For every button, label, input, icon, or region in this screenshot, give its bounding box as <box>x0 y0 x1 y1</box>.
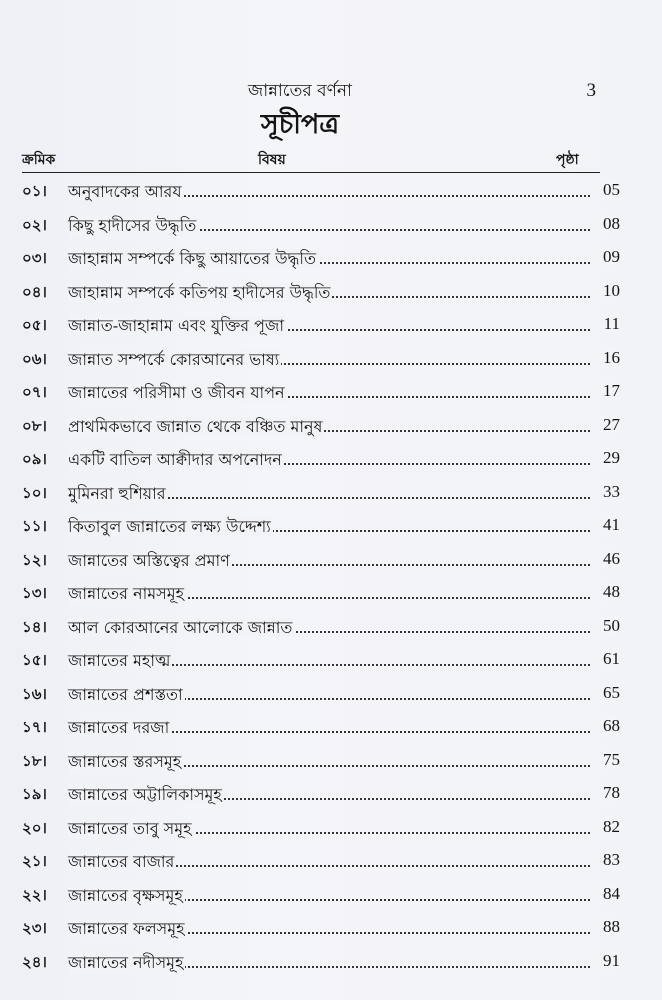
toc-row <box>0 412 662 446</box>
toc-row-title-wrap <box>68 380 287 407</box>
toc-row-title: একটি বাতিল আক্বীদার অপনোদন <box>68 450 282 469</box>
toc-row-title: জান্নাতের বাজার <box>68 852 175 871</box>
toc-row-title-wrap <box>68 246 318 273</box>
toc-row-page: 29 <box>603 448 620 467</box>
toc-row-title-wrap <box>68 749 183 776</box>
toc-row-page: 68 <box>603 716 620 735</box>
toc-row-number: ২১। <box>22 852 47 870</box>
toc-row-page: 08 <box>603 213 620 233</box>
toc-row-page: 33 <box>603 481 620 501</box>
toc-row-title: কিতাবুল জান্নাতের লক্ষ্য উদ্দেশ্য <box>68 517 271 536</box>
toc-list <box>0 177 662 981</box>
toc-row-number: ১৬। <box>22 684 47 703</box>
toc-row-title: জান্নাতের অস্তিত্বের প্রমাণ <box>68 550 230 570</box>
toc-row-number: ০৯। <box>22 450 47 468</box>
toc-row <box>0 278 662 312</box>
toc-row <box>0 512 662 546</box>
toc-row <box>0 948 662 982</box>
toc-row-number: ২৩। <box>22 919 47 937</box>
toc-heading: সূচীপত্র <box>260 109 340 140</box>
column-header-subject: বিষয় <box>258 152 286 168</box>
toc-row <box>0 814 662 848</box>
toc-row <box>0 579 662 613</box>
toc-row-number: ০৭। <box>22 383 47 401</box>
toc-row <box>0 914 662 948</box>
toc-row-title-wrap <box>68 715 171 742</box>
toc-row-number: ০৮। <box>22 416 47 435</box>
toc-row-title-wrap <box>68 414 324 441</box>
toc-row-page: 82 <box>603 816 620 836</box>
toc-row-title-wrap <box>68 682 185 709</box>
toc-row <box>0 345 662 379</box>
toc-row-title-wrap <box>68 280 332 307</box>
toc-row-title-wrap <box>68 849 176 876</box>
toc-row-page: 46 <box>603 548 620 568</box>
toc-row-title-wrap <box>68 648 172 675</box>
toc-row-page: 91 <box>603 950 620 970</box>
toc-row-number: ১৩। <box>22 584 47 602</box>
toc-row-page: 48 <box>603 582 620 601</box>
toc-row <box>0 244 662 278</box>
running-title: জান্নাতের বর্ণনা <box>248 81 352 101</box>
toc-row-title-wrap <box>68 447 284 474</box>
toc-row <box>0 646 662 680</box>
toc-row <box>0 546 662 580</box>
toc-row-title: জাহান্নাম সম্পর্কে কতিপয় হাদীসের উদ্ধৃতি <box>68 282 331 302</box>
toc-row-title-wrap <box>68 514 273 541</box>
toc-row-title: প্রাথমিকভাবে জান্নাত থেকে বঞ্চিত মানুষ <box>68 416 323 436</box>
toc-row-title: জান্নাতের দরজা <box>68 718 170 737</box>
toc-row-title-wrap <box>68 950 185 977</box>
toc-row-title-wrap <box>68 581 186 608</box>
toc-row-page: 50 <box>603 615 620 635</box>
toc-row-number: ১২। <box>22 550 47 569</box>
toc-row-title-wrap <box>68 213 198 240</box>
toc-row-title: জান্নাতের ফলসমূহ <box>68 919 185 938</box>
toc-row-title: জান্নাতের স্তরসমূহ <box>68 751 182 771</box>
toc-row-title: আল কোরআনের আলোকে জান্নাত <box>68 617 293 637</box>
column-header-page: পৃষ্ঠা <box>556 152 579 168</box>
header-rule <box>22 172 600 173</box>
toc-row <box>0 713 662 747</box>
toc-row-title: জান্নাতের নামসমূহ <box>68 584 184 603</box>
toc-row-page: 09 <box>603 247 620 266</box>
toc-row <box>0 445 662 479</box>
toc-row-title: জাহান্নাম সম্পর্কে কিছু আয়াতের উদ্ধৃতি <box>68 249 316 268</box>
toc-row-number: ২০। <box>22 818 47 837</box>
toc-row-number: ১১। <box>22 517 47 535</box>
toc-row-title: জান্নাতের বৃক্ষসমূহ <box>68 885 183 905</box>
toc-row-number: ০৪। <box>22 282 47 301</box>
toc-row-page: 83 <box>603 850 620 869</box>
toc-row-page: 17 <box>603 381 620 400</box>
toc-row-page: 88 <box>603 917 620 936</box>
toc-row-page: 05 <box>603 180 620 199</box>
toc-row <box>0 680 662 714</box>
toc-row-title-wrap <box>68 816 194 843</box>
toc-row-title: জান্নাত-জাহান্নাম এবং যুক্তির পূজা <box>68 316 284 335</box>
toc-row-title-wrap <box>68 179 184 206</box>
toc-row-title-wrap <box>68 615 294 642</box>
toc-row-page: 65 <box>603 682 620 702</box>
column-header-serial: ক্রমিক <box>22 152 56 168</box>
toc-row-page: 84 <box>603 883 620 903</box>
toc-row-number: ১০। <box>22 483 47 502</box>
toc-row-title-wrap <box>68 548 232 575</box>
toc-row-number: ২২। <box>22 885 47 904</box>
toc-row-title-wrap <box>68 916 187 943</box>
toc-row <box>0 378 662 412</box>
toc-row-page: 16 <box>603 347 620 367</box>
toc-row <box>0 211 662 245</box>
toc-row-title: জান্নাতের পরিসীমা ও জীবন যাপন <box>68 383 285 402</box>
toc-row-number: ০৫। <box>22 316 47 334</box>
toc-row-page: 10 <box>603 280 620 300</box>
toc-row-title: জান্নাতের তাবু সমূহ <box>68 818 192 838</box>
toc-row-title: জান্নাতের প্রশস্ততা <box>68 684 183 704</box>
toc-row-number: ২৪। <box>22 952 47 971</box>
toc-row <box>0 311 662 345</box>
toc-row-title-wrap <box>68 481 168 508</box>
toc-row-number: ০১। <box>22 182 47 200</box>
toc-row <box>0 613 662 647</box>
toc-row-number: ১৫। <box>22 651 47 669</box>
toc-row-page: 11 <box>603 314 620 333</box>
toc-row <box>0 881 662 915</box>
toc-row-title: জান্নাতের মহাত্ম <box>68 651 171 670</box>
toc-row-number: ০৬। <box>22 349 47 368</box>
toc-row-number: ১৪। <box>22 617 47 636</box>
toc-row-title-wrap <box>68 883 185 910</box>
toc-row-title: জান্নাত সম্পর্কে কোরআনের ভাষ্য <box>68 349 280 369</box>
toc-row-page: 41 <box>603 515 620 534</box>
toc-row-title-wrap <box>68 782 224 809</box>
toc-row-title: জান্নাতের নদীসমূহ <box>68 952 184 972</box>
toc-row <box>0 847 662 881</box>
toc-row-number: ১৭। <box>22 718 47 736</box>
toc-row-title: অনুবাদকের আরয <box>68 182 182 201</box>
toc-row-title: জান্নাতের অট্টালিকাসমূহ <box>68 785 222 804</box>
toc-row-title-wrap <box>68 313 286 340</box>
toc-row <box>0 747 662 781</box>
toc-row-number: ০৩। <box>22 249 47 267</box>
toc-row-page: 61 <box>603 649 620 668</box>
toc-row-page: 78 <box>603 783 620 802</box>
toc-row-number: ০২। <box>22 215 47 234</box>
toc-row <box>0 780 662 814</box>
page-number: 3 <box>586 80 596 101</box>
toc-row <box>0 479 662 513</box>
toc-row <box>0 177 662 211</box>
toc-row-number: ১৮। <box>22 751 47 770</box>
toc-row-page: 75 <box>603 749 620 769</box>
toc-row-title-wrap <box>68 347 281 374</box>
toc-row-title: কিছু হাদীসের উদ্ধৃতি <box>68 215 197 235</box>
toc-row-number: ১৯। <box>22 785 47 803</box>
toc-row-title: মুমিনরা হুশিয়ার <box>68 483 166 503</box>
toc-row-page: 27 <box>603 414 620 434</box>
